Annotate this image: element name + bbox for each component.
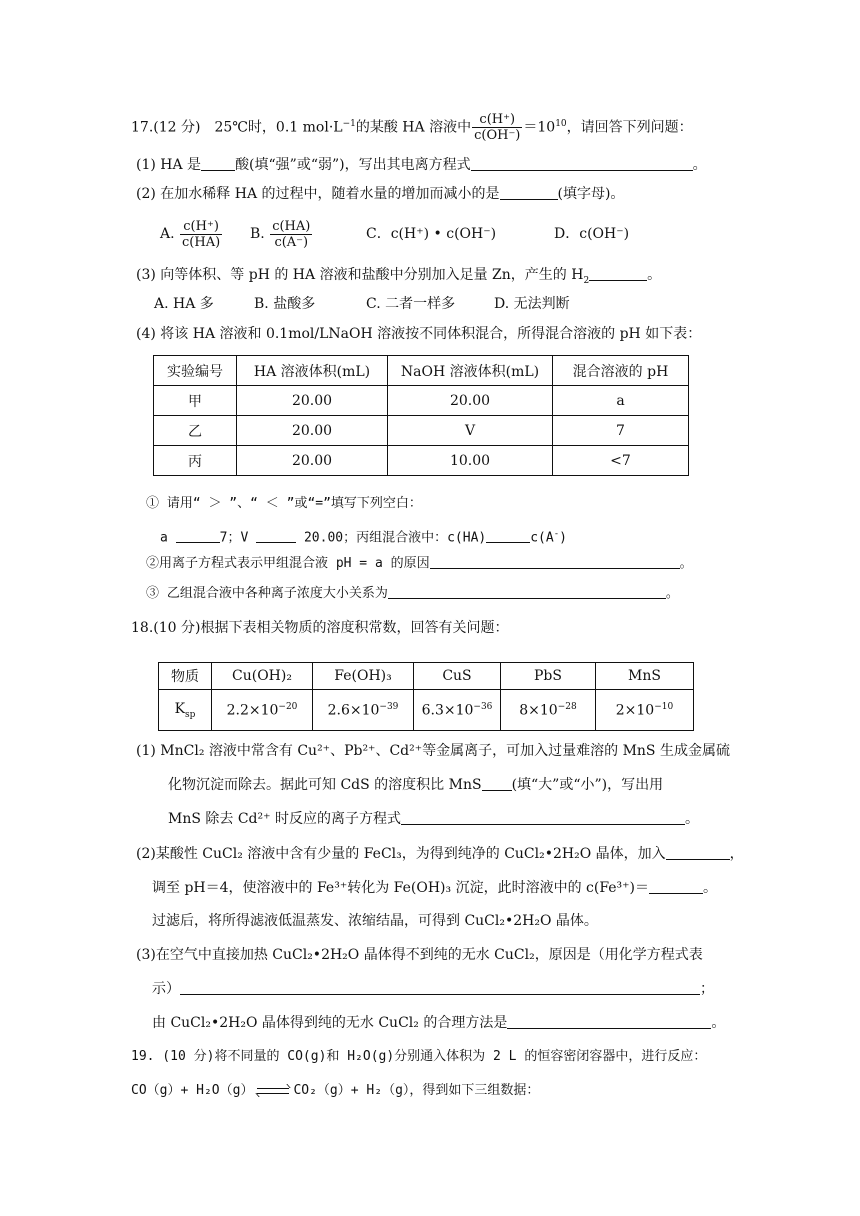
q19-heading: 19. (10 分)将不同量的 CO(g)和 H₂O(g)分别通入体积为 2 L 的恒容密闭容器中，进行反应：: [131, 1049, 707, 1064]
table-cell: 20.00: [237, 386, 388, 416]
answer-blank[interactable]: [471, 156, 693, 171]
table-header-row: [154, 356, 689, 386]
q17-option-d: D．c(OH⁻): [554, 226, 630, 242]
table-cell: 7: [553, 416, 689, 446]
answer-blank[interactable]: [666, 845, 730, 860]
table-cell: $K_{sp}$: [159, 690, 212, 731]
q18-heading: 18.(10 分)根据下表相关物质的溶度积常数，回答有关问题：: [131, 620, 509, 636]
q17-part3: (3) 向等体积、等 pH 的 HA 溶液和盐酸中分别加入足量 Zn，产生的 $H_2$ 。: [136, 267, 662, 286]
table-header-cell: 实验编号: [154, 356, 237, 386]
q18-part1-line2: 化物沉淀而除去。据此可知 CdS 的溶度积比 MnS (填“大”或“小”)，写出用: [168, 777, 664, 793]
q18-part3-line3: 由 CuCl₂•2H₂O 晶体得到纯的无水 CuCl₂ 的合理方法是 。: [152, 1015, 726, 1031]
answer-blank[interactable]: [589, 266, 647, 281]
answer-blank[interactable]: [256, 528, 296, 543]
table-header-cell: MnS: [596, 663, 694, 690]
q17-part3-choice-a: A. HA 多: [154, 296, 214, 312]
table-cell: $2.6\times 10^{-39}$: [313, 690, 414, 731]
q17-part2: (2) 在加水稀释 HA 的过程中，随着水量的增加而减小的是 (填字母)。: [136, 186, 625, 202]
q17-part3-choice-b: B. 盐酸多: [254, 296, 316, 312]
q17-option-b: B. $\frac{c(HA)}{c(A^-)}$: [250, 218, 311, 250]
table-header-cell: NaOH 溶液体积(mL): [388, 356, 553, 386]
table-cell: 10.00: [388, 446, 553, 476]
q18-part1-line3: MnS 除去 Cd²⁺ 时反应的离子方程式 。: [168, 811, 699, 827]
table-row: [159, 690, 694, 731]
q18-part1-line1: (1) MnCl₂ 溶液中常含有 Cu²⁺、Pb²⁺、Cd²⁺等金属离子，可加入过量难溶的 MnS 生成金属硫: [136, 743, 730, 759]
answer-blank[interactable]: [176, 528, 220, 543]
table-cell: $2\times 10^{-10}$: [596, 690, 694, 731]
table-cell: $8\times 10^{-28}$: [501, 690, 596, 731]
q17-part3-choice-c: C. 二者一样多: [366, 296, 456, 312]
q17-sub1-instruction: ① 请用“ ＞ ”、“ ＜ ”或“=”填写下列空白：: [146, 496, 422, 511]
answer-blank[interactable]: [500, 185, 558, 200]
answer-blank[interactable]: [201, 156, 235, 171]
q17-data-table: [153, 355, 689, 476]
answer-blank[interactable]: [482, 776, 512, 791]
ratio-fraction: $\frac{c(H^+)}{c(OH^-)}$: [474, 112, 521, 143]
table-row: [154, 446, 689, 476]
answer-blank[interactable]: [430, 554, 680, 569]
answer-blank[interactable]: [649, 879, 703, 894]
table-cell: 20.00: [237, 416, 388, 446]
table-header-cell: 混合溶液的 pH: [553, 356, 689, 386]
table-header-cell: PbS: [501, 663, 596, 690]
q17-part1: (1) HA 是 酸(填“强”或“弱”)，写出其电离方程式 。: [136, 157, 707, 173]
table-header-cell: Fe(OH)₃: [313, 663, 414, 690]
q18-part2-line1: (2)某酸性 CuCl₂ 溶液中含有少量的 FeCl₃，为得到纯净的 CuCl₂•2H₂O 晶体，加入 ，: [136, 846, 744, 862]
q18-part3-line1: (3)在空气中直接加热 CuCl₂•2H₂O 晶体得不到纯的无水 CuCl₂，原因是（用化学方程式表: [136, 947, 703, 963]
q18-part2-line3: 过滤后，将所得滤液低温蒸发、浓缩结晶，可得到 CuCl₂•2H₂O 晶体。: [152, 913, 598, 929]
q17-heading: 17.(12 分) 25℃时，0.1 $mol\cdot L^{-1}$的某酸 HA 溶液中 $\frac{c(H^+)}{c(OH^-)}$ $=10^{10}$，请回答下列问题：: [131, 112, 693, 143]
table-cell: $2.2\times 10^{-20}$: [212, 690, 313, 731]
table-cell: 20.00: [388, 386, 553, 416]
answer-blank[interactable]: [507, 1014, 711, 1029]
answer-blank[interactable]: [401, 810, 685, 825]
q17-part4: (4) 将该 HA 溶液和 0.1mol/LNaOH 溶液按不同体积混合，所得混合溶液的 pH 如下表：: [136, 326, 702, 342]
table-header-cell: 物质: [159, 663, 212, 690]
table-header-row: [159, 663, 694, 690]
q17-sub1-blanks: a 7；V 20.00；丙组混合液中：c(HA) c(A-): [160, 529, 567, 546]
table-cell: V: [388, 416, 553, 446]
table-header-cell: Cu(OH)₂: [212, 663, 313, 690]
table-row: [154, 416, 689, 446]
equilibrium-arrow-icon: [257, 1085, 289, 1097]
answer-blank[interactable]: [180, 980, 700, 995]
q17-option-a: A. $\frac{c(H^+)}{c(HA)}$: [160, 218, 221, 250]
table-header-cell: CuS: [414, 663, 501, 690]
q18-ksp-table: [158, 662, 694, 731]
table-cell: $6.3\times 10^{-36}$: [414, 690, 501, 731]
table-cell: a: [553, 386, 689, 416]
table-cell: <7: [553, 446, 689, 476]
q17-part3-choice-d: D. 无法判断: [494, 296, 570, 312]
table-cell: 甲: [154, 386, 237, 416]
q17-sub2: ②用离子方程式表示甲组混合液 pH = a 的原因 。: [146, 556, 693, 571]
table-cell: 丙: [154, 446, 237, 476]
answer-blank[interactable]: [388, 584, 666, 599]
table-row: [154, 386, 689, 416]
q19-reaction: CO（g）+ H₂O（g） CO₂（g）+ H₂（g），得到如下三组数据：: [131, 1083, 540, 1098]
q17-sub3: ③ 乙组混合液中各种离子浓度大小关系为 。: [146, 586, 679, 601]
table-cell: 20.00: [237, 446, 388, 476]
q17-option-c: C．c(H⁺) • c(OH⁻): [366, 226, 497, 242]
q18-part2-line2: 调至 pH＝4，使溶液中的 Fe³⁺转化为 Fe(OH)₃ 沉淀，此时溶液中的 c(Fe³⁺)＝ 。: [152, 880, 718, 896]
exponent: −1: [342, 118, 356, 129]
answer-blank[interactable]: [486, 528, 530, 543]
table-header-cell: HA 溶液体积(mL): [237, 356, 388, 386]
q18-part3-line2: 示） ；: [152, 981, 714, 997]
table-cell: 乙: [154, 416, 237, 446]
